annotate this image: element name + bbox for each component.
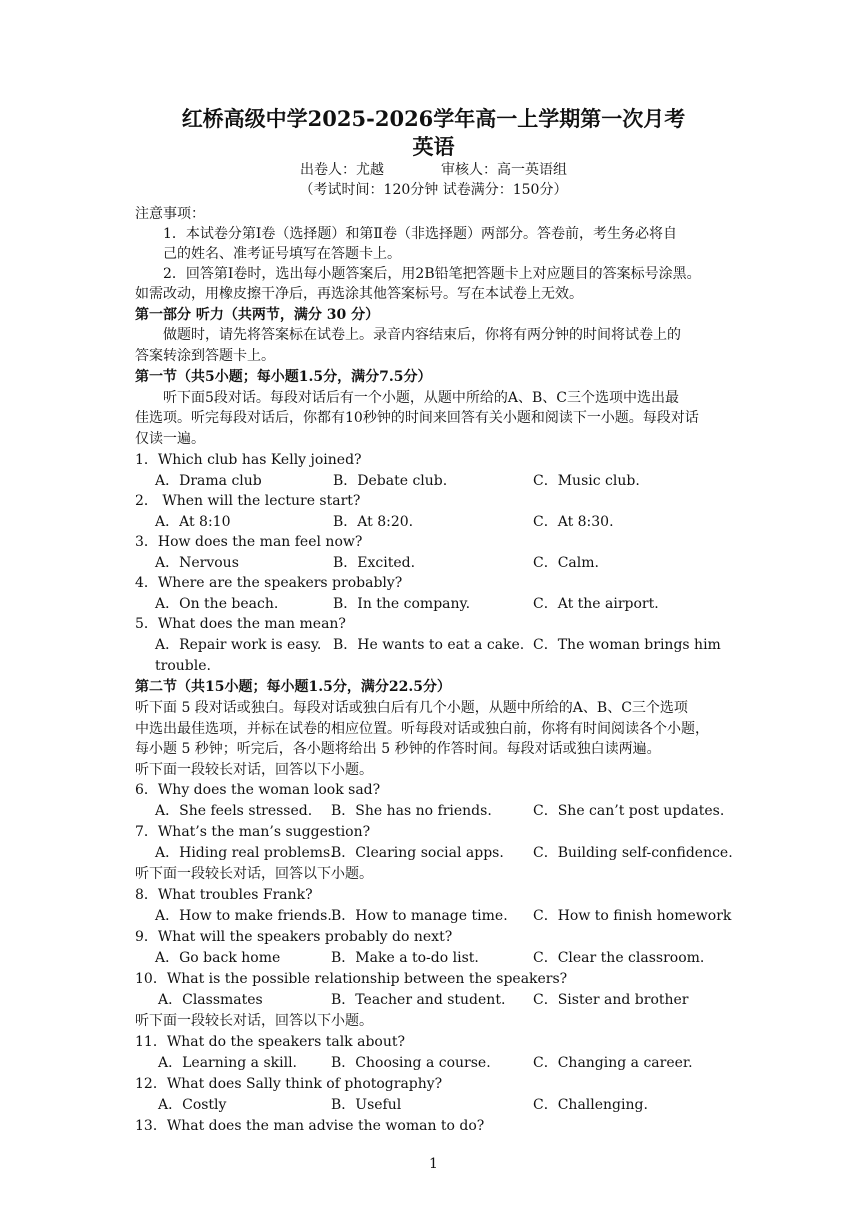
q12-option-b: B．Useful [331,1097,402,1113]
question-6: 6．Why does the woman look sad? [135,782,381,798]
note-1b: 己的姓名、准考证号填写在答题卡上。 [163,246,401,262]
note-2a: 2．回答第Ⅰ卷时，选出每小题答案后，用2B铅笔把答题卡上对应题目的答案标号涂黑。 [163,266,701,282]
q2-option-a: A．At 8:10 [155,514,231,530]
question-1: 1．Which club has Kelly joined? [135,452,362,468]
q4-option-c: C．At the airport. [533,596,659,612]
q12-option-a: A．Costly [158,1097,227,1113]
q10-option-b: B．Teacher and student. [331,992,506,1008]
q4-option-a: A．On the beach. [155,596,279,612]
q6-option-c: C．She can’t post updates. [533,803,725,819]
section1-intro-b: 佳选项。听完每段对话后，你都有10秒钟的时间来回答有关小题和阅读下一小题。每段对话 [135,410,699,426]
notes-heading: 注意事项： [135,206,205,222]
q8-option-a: A．How to make friends. [155,908,332,924]
q1-option-c: C．Music club. [533,473,640,489]
q11-option-c: C．Changing a career. [533,1055,693,1071]
q11-option-b: B．Choosing a course. [331,1055,491,1071]
q7-option-c: C．Building self-confidence. [533,845,733,861]
note-2b: 如需改动，用橡皮擦干净后，再选涂其他答案标号。写在本试卷上无效。 [135,286,583,302]
setter: 出卷人：尤越 [300,162,385,178]
q1-option-a: A．Drama club [155,473,262,489]
question-3: 3．How does the man feel now? [135,534,363,550]
section1-intro-a: 听下面5段对话。每段对话后有一个小题，从题中所给的A、B、C三个选项中选出最 [163,390,680,406]
q2-option-b: B．At 8:20. [333,514,414,530]
part1-heading: 第一部分 听力（共两节，满分 30 分） [135,307,380,323]
dialog-instruction-c: 听下面一段较长对话，回答以下小题。 [135,1013,373,1029]
subject-title: 英语 [412,134,455,159]
q8-option-c: C．How to finish homework [533,908,732,924]
q1-option-b: B．Debate club. [333,473,448,489]
q12-option-c: C．Challenging. [533,1097,648,1113]
question-10: 10．What is the possible relationship between the speakers? [135,971,568,987]
author-line [0,160,867,180]
part1-intro-b: 答案转涂到答题卡上。 [135,348,275,364]
question-5: 5．What does the man mean? [135,616,346,632]
question-4: 4．Where are the speakers probably? [135,575,403,591]
q10-option-c: C．Sister and brother [533,992,689,1008]
q5-option-c-cont: trouble. [155,658,211,674]
q11-option-a: A．Learning a skill. [158,1055,298,1071]
q5-option-c: C．The woman brings him [533,637,721,653]
q9-option-c: C．Clear the classroom. [533,950,705,966]
question-13: 13．What does the man advise the woman to do? [135,1118,485,1134]
q6-option-a: A．She feels stressed. [155,803,313,819]
q8-option-b: B．How to manage time. [331,908,508,924]
dialog-instruction-b: 听下面一段较长对话，回答以下小题。 [135,866,373,882]
question-7: 7．What’s the man’s suggestion? [135,824,371,840]
section1-intro-c: 仅读一遍。 [135,431,205,447]
question-12: 12．What does Sally think of photography? [135,1076,443,1092]
section2-intro-b: 中选出最佳选项，并标在试卷的相应位置。听每段对话或独白前，你将有时间阅读各个小题， [135,721,709,737]
q9-option-a: A．Go back home [155,950,281,966]
q4-option-b: B．In the company. [333,596,471,612]
part1-intro-a: 做题时，请先将答案标在试卷上。录音内容结束后，你将有两分钟的时间将试卷上的 [163,327,681,343]
dialog-instruction-a: 听下面一段较长对话，回答以下小题。 [135,762,373,778]
section2-intro-a: 听下面 5 段对话或独白。每段对话或独白后有几个小题，从题中所给的A、B、C三个选项 [135,700,688,716]
question-8: 8．What troubles Frank? [135,887,313,903]
section2-heading: 第二节（共15小题；每小题1.5分，满分22.5分） [135,679,451,695]
note-1a: 1．本试卷分第Ⅰ卷（选择题）和第Ⅱ卷（非选择题）两部分。答卷前，考生务必将自 [163,226,677,242]
q3-option-c: C．Calm. [533,555,599,571]
q10-option-a: A．Classmates [158,992,263,1008]
q3-option-a: A．Nervous [155,555,239,571]
q9-option-b: B．Make a to-do list. [331,950,479,966]
question-11: 11．What do the speakers talk about? [135,1034,406,1050]
exam-title: 红桥高级中学2025-2026学年高一上学期第一次月考 [181,106,686,131]
reviewer: 审核人：高一英语组 [440,162,567,178]
exam-info: （考试时间：120分钟 试卷满分：150分） [299,182,568,198]
section2-intro-c: 每小题 5 秒钟；听完后，各小题将给出 5 秒钟的作答时间。每段对话或独白读两遍。 [135,741,661,757]
q2-option-c: C．At 8:30. [533,514,614,530]
q6-option-b: B．She has no friends. [331,803,492,819]
q5-option-a: A．Repair work is easy. [155,637,322,653]
section1-heading: 第一节（共5小题；每小题1.5分，满分7.5分） [135,369,432,385]
q5-option-b: B．He wants to eat a cake. [333,637,525,653]
q7-option-b: B．Clearing social apps. [331,845,504,861]
question-9: 9．What will the speakers probably do next? [135,929,453,945]
q3-option-b: B．Excited. [333,555,416,571]
page-number: 1 [429,1156,438,1172]
q7-option-a: A．Hiding real problems. [155,845,335,861]
question-2: 2． When will the lecture start? [135,493,361,509]
